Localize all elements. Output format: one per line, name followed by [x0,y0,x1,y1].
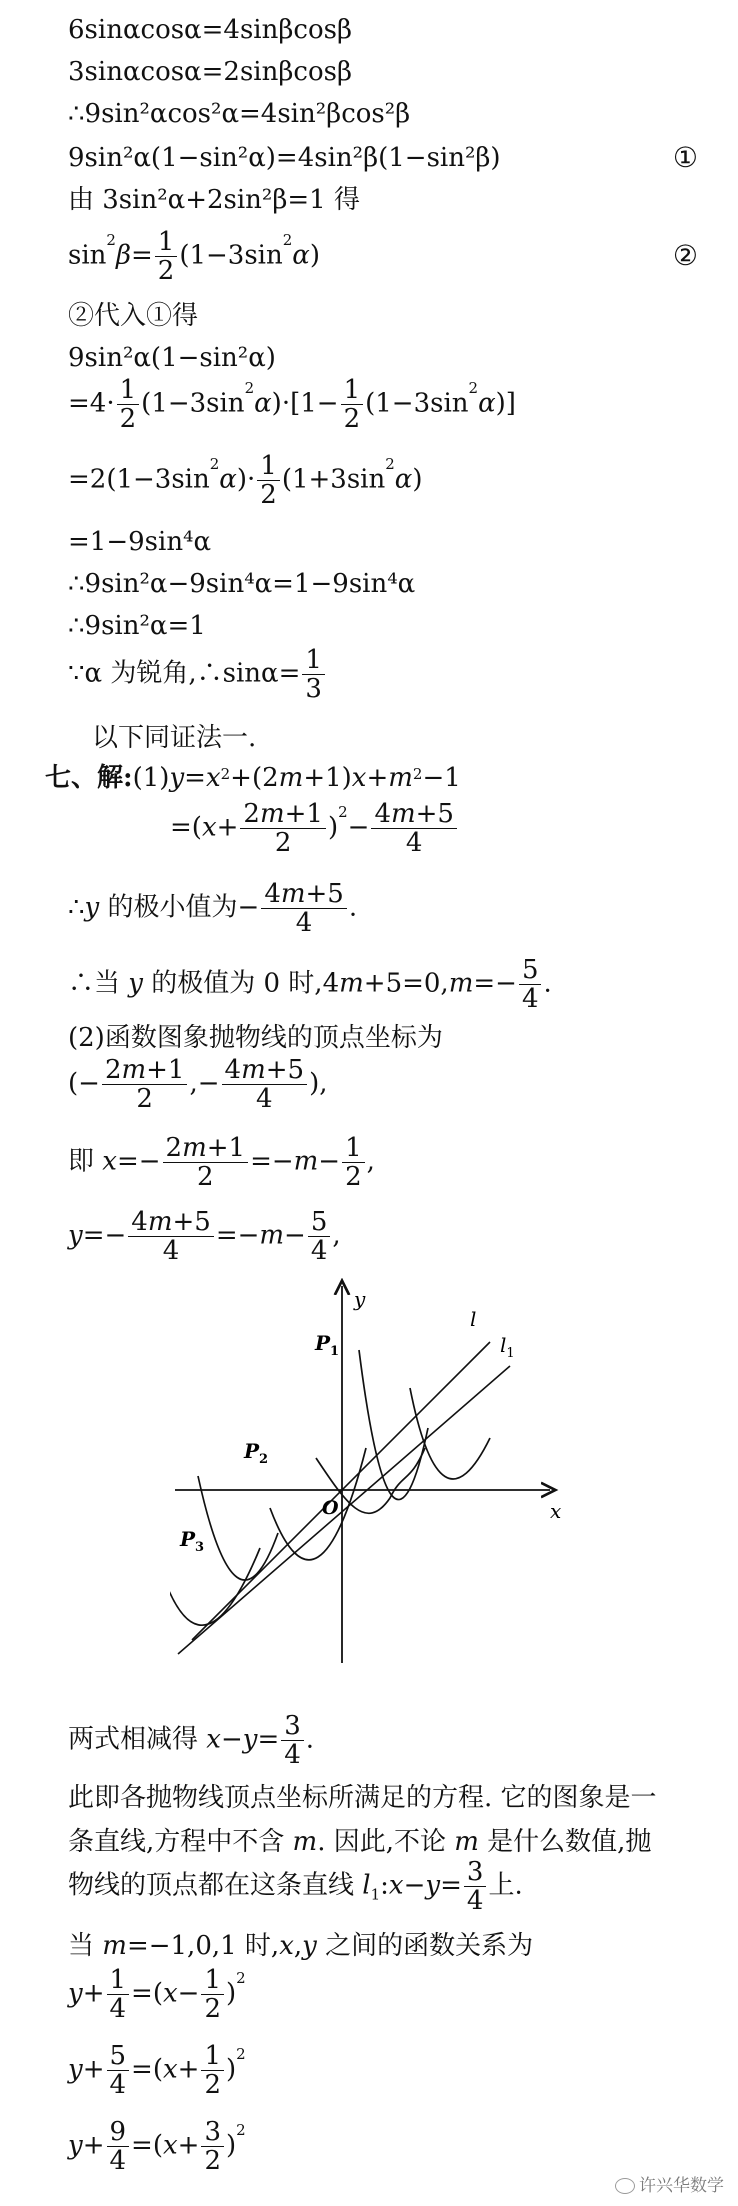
section-7-heading: 七、解: [45,763,133,793]
eq-line-8: 9sin²α(1−sin²α) [68,343,276,373]
line-l-label: l [470,1307,477,1331]
equation-marker-2: ② [672,239,698,272]
eq-line-5: 由 3sin²α+2sin²β=1 得 [68,185,360,215]
parabola-graph [170,1278,565,1668]
y-vertex-line: y=− $\frac{4m+5}{4}$ =−m− $\frac{5}{4}$ , [68,1207,341,1266]
y-axis-label: y [354,1287,366,1311]
eq-line-13: ∴9sin²α−9sin⁴α=1−9sin⁴α [68,569,416,599]
eq-line-6: $\sin^2\beta=$ $\frac{1}{2}$ $(1-3\sin^2\alpha)$ [68,227,321,286]
eq-line-15: ∵α 为锐角,∴sinα= $\frac{1}{3}$ [68,646,327,703]
parabola-p1-branch [410,1388,490,1479]
eq-line-1: 6sinαcosα=4sinβcosβ [68,15,352,45]
section-7-line-1: 七、解$:(1)y=x^2+(2m+1)x+m^2-1$ [45,763,461,793]
relation-2: y+ $\frac{5}{4}$ =(x+ $\frac{1}{2}$ )$^2$ [68,2041,246,2100]
eq-line-7: ②代入①得 [68,301,199,331]
origin-label: O [322,1497,339,1519]
paragraph-line-2: 条直线,方程中不含 m. 因此,不论 m 是什么数值,抛 [68,1827,652,1857]
wechat-icon [615,2178,635,2194]
p1-label: $P_1$ [315,1331,340,1359]
line-l1 [178,1366,510,1654]
eq-line-4: 9sin²α(1−sin²α)=4sin²β(1−sin²β) [68,143,501,173]
part-2-line: (2)函数图象抛物线的顶点坐标为 [68,1023,443,1053]
parabola-p2 [198,1476,278,1580]
acute-text: ∵α 为锐角,∴sinα= [68,658,301,689]
eq-line-16: 以下同证法一. [92,723,257,753]
paragraph-line-3: 物线的顶点都在这条直线 $l_1:x-y=$ $\frac{3}{4}$ 上. [68,1857,523,1916]
watermark: 许兴华数学 [615,2171,724,2196]
equation-marker-1: ① [672,141,698,174]
when-line: 当 m=−1,0,1 时,x,y 之间的函数关系为 [68,1931,534,1961]
eq-line-9: =4· $\frac{1}{2}$ $(1-3\sin^2\alpha)\cdot[1-$ $\frac{1}{2}$ $(1-3\sin^2\alpha)$] [68,375,516,434]
paragraph-line-1: 此即各抛物线顶点坐标所满足的方程. 它的图象是一 [68,1783,657,1813]
eq-line-10: $=2(1-3\sin^2\alpha)\cdot$ $\frac{1}{2}$ $(1+3\sin^2\alpha)$ [68,451,423,510]
eq-line-2: 3sinαcosα=2sinβcosβ [68,57,352,87]
min-value-line: ∴y 的极小值为− $\frac{4m+5}{4}$ . [68,879,358,938]
parabola-p1 [359,1350,428,1500]
x-axis-label: x [550,1499,562,1523]
subtract-line: 两式相减得 x−y= $\frac{3}{4}$ . [68,1711,315,1770]
p3-label: $P_3$ [180,1527,205,1555]
line-l1-label: $l_1$ [500,1333,515,1361]
p2-label: $P_2$ [244,1439,269,1467]
vertex-coord-line: (− $\frac{2m+1}{2}$ ,− $\frac{4m+5}{4}$ ), [68,1055,328,1114]
eq-line-12: =1−9sin⁴α [68,527,212,557]
relation-3: y+ $\frac{9}{4}$ =(x+ $\frac{3}{2}$ )$^2$ [68,2117,246,2176]
eq-line-14: ∴9sin²α=1 [68,611,206,641]
x-vertex-line: 即 x=− $\frac{2m+1}{2}$ =−m− $\frac{1}{2}$ , [68,1133,375,1192]
zero-extreme-line: ∴当 y 的极值为 0 时,4m+5=0,m=− $\frac{5}{4}$ . [68,955,552,1014]
section-7-line-2: =(x+ $\frac{2m+1}{2}$ )$^2$− $\frac{4m+5}{4}$ [170,800,459,857]
eq-line-3: ∴9sin²αcos²α=4sin²βcos²β [68,99,411,129]
relation-1: y+ $\frac{1}{4}$ =(x− $\frac{1}{2}$ )$^2$ [68,1965,246,2024]
